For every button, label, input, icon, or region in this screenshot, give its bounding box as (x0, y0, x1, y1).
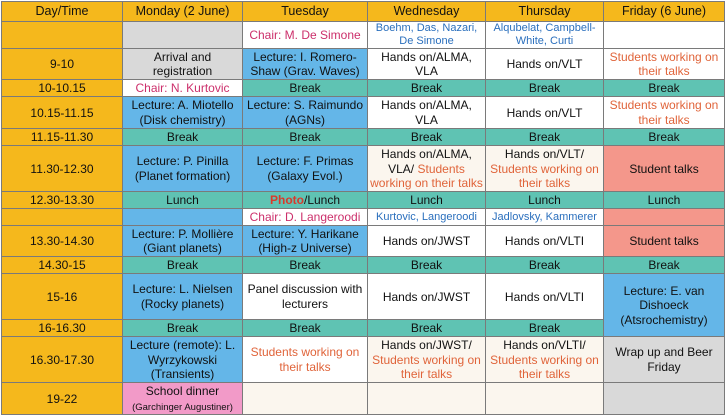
group-wednesday-afternoon: Kurtovic, Langeroodi (368, 209, 486, 226)
dinner-cell (123, 383, 243, 415)
time-cell: 16-16.30 (2, 320, 123, 337)
break-cell: Break (243, 80, 368, 97)
student-work-text: Students working on their talks (490, 352, 599, 382)
group-thursday-afternoon: Jadlovsky, Kammerer (486, 209, 604, 226)
student-talks-cell: Student talks (604, 226, 725, 257)
hands-on-text: Hands on/VLT/ (504, 147, 585, 162)
header-row (2, 2, 725, 22)
lecture-cell: Lecture: P. Mollière (Giant planets) (123, 226, 243, 257)
row-1115-1130 (2, 129, 725, 146)
time-cell: 16.30-17.30 (2, 337, 123, 383)
empty-cell (604, 383, 725, 415)
chair-row-morning (2, 22, 725, 49)
lunch-cell: Lunch (486, 192, 604, 209)
time-cell: 11.15-11.30 (2, 129, 123, 146)
break-cell: Break (368, 129, 486, 146)
hands-on-cell: Hands on/ALMA, VLA (368, 97, 486, 129)
break-cell: Break (486, 80, 604, 97)
hands-on-cell (486, 146, 604, 192)
hands-on-text: Hands on/VLTI/ (503, 338, 586, 353)
empty-cell (486, 383, 604, 415)
student-work-cell: Students working on their talks (604, 97, 725, 129)
row-9-10 (2, 49, 725, 80)
lunch-cell: Lunch (604, 192, 725, 209)
empty-cell (368, 383, 486, 415)
break-cell: Break (368, 320, 486, 337)
break-cell: Break (243, 320, 368, 337)
time-cell: 12.30-13.30 (2, 192, 123, 209)
lunch-label: /Lunch (303, 193, 341, 208)
group-wednesday-morning: Boehm, Das, Nazari, De Simone (368, 22, 486, 49)
empty-cell (604, 22, 725, 49)
break-cell: Break (604, 129, 725, 146)
time-cell: 9-10 (2, 49, 123, 80)
dinner-venue: (Garchinger Augustiner) (132, 401, 233, 413)
student-work-cell: Students working on their talks (604, 49, 725, 80)
break-cell: Break (243, 129, 368, 146)
photo-label: Photo (269, 193, 304, 208)
row-10-1015 (2, 80, 725, 97)
header-wednesday: Wednesday (368, 2, 486, 22)
break-cell: Break (123, 257, 243, 274)
panel-cell: Panel discussion with lecturers (243, 274, 368, 320)
row-19-22 (2, 383, 725, 415)
header-monday: Monday (2 June) (123, 2, 243, 22)
empty-cell (604, 209, 725, 226)
break-cell: Break (243, 257, 368, 274)
time-cell: 13.30-14.30 (2, 226, 123, 257)
time-cell: 10-10.15 (2, 80, 123, 97)
time-cell: 10.15-11.15 (2, 97, 123, 129)
break-cell: Break (368, 257, 486, 274)
row-1015-1115 (2, 97, 725, 129)
hands-on-cell: Hands on/VLTI (486, 226, 604, 257)
empty-cell (123, 209, 243, 226)
lecture-cell: Lecture: L. Nielsen (Rocky planets) (123, 274, 243, 320)
chair-tuesday-morning: Chair: M. De Simone (243, 22, 368, 49)
empty-cell (123, 22, 243, 49)
header-friday: Friday (6 June) (604, 2, 725, 22)
lecture-cell: Lecture: P. Pinilla (Planet formation) (123, 146, 243, 192)
lunch-cell (243, 192, 368, 209)
break-cell: Break (123, 320, 243, 337)
break-cell: Break (368, 80, 486, 97)
student-work-text: Students working on their talks (370, 161, 483, 191)
session-cell: Arrival and registration (123, 49, 243, 80)
time-cell: 11.30-12.30 (2, 146, 123, 192)
break-cell: Break (486, 257, 604, 274)
lecture-cell: Lecture: A. Miotello (Disk chemistry) (123, 97, 243, 129)
hands-on-cell: Hands on/JWST (368, 226, 486, 257)
hands-on-cell: Hands on/VLT (486, 97, 604, 129)
row-15-16 (2, 274, 725, 320)
chair-monday: Chair: N. Kurtovic (123, 80, 243, 97)
lecture-cell: Lecture (remote): L. Wyrzykowski (Transients) (123, 337, 243, 383)
row-1430-15 (2, 257, 725, 274)
student-talks-cell: Student talks (604, 146, 725, 192)
hands-on-cell (486, 337, 604, 383)
header-tuesday: Tuesday (243, 2, 368, 22)
empty-cell (243, 383, 368, 415)
header-thursday: Thursday (486, 2, 604, 22)
break-cell: Break (123, 129, 243, 146)
hands-on-text: Hands on/ALMA, VLA/ (381, 147, 472, 176)
hands-on-cell: Hands on/JWST (368, 274, 486, 320)
dinner-title: School dinner (145, 384, 220, 399)
chair-tuesday-afternoon: Chair: D. Langeroodi (243, 209, 368, 226)
time-cell-empty (2, 209, 123, 226)
lecture-cell: Lecture: Y. Harikane (High-z Universe) (243, 226, 368, 257)
hands-on-text: Hands on/JWST/ (381, 338, 472, 353)
row-1630-1730 (2, 337, 725, 383)
hands-on-cell: Hands on/VLT (486, 49, 604, 80)
hands-on-cell: Hands on/VLTI (486, 274, 604, 320)
schedule-table (1, 1, 725, 415)
group-thursday-morning: Alqubelat, Campbell-White, Curti (486, 22, 604, 49)
header-day-time: Day/Time (2, 2, 123, 22)
student-work-cell: Students working on their talks (243, 337, 368, 383)
lecture-cell: Lecture: F. Primas (Galaxy Evol.) (243, 146, 368, 192)
chair-row-afternoon (2, 209, 725, 226)
row-1130-1230 (2, 146, 725, 192)
time-cell-empty (2, 22, 123, 49)
row-1230-1330 (2, 192, 725, 209)
time-cell: 15-16 (2, 274, 123, 320)
hands-on-cell (368, 337, 486, 383)
hands-on-cell: Hands on/ALMA, VLA (368, 49, 486, 80)
wrap-up-cell: Wrap up and Beer Friday (604, 337, 725, 383)
student-work-text: Students working on their talks (490, 161, 599, 191)
break-cell: Break (486, 320, 604, 337)
hands-on-cell (368, 146, 486, 192)
lecture-cell: Lecture: S. Raimundo (AGNs) (243, 97, 368, 129)
break-cell: Break (486, 129, 604, 146)
lunch-cell: Lunch (368, 192, 486, 209)
lecture-cell: Lecture: E. van Dishoeck (Atsrochemistry) (604, 274, 725, 337)
student-work-text: Students working on their talks (372, 352, 481, 382)
break-cell: Break (604, 257, 725, 274)
lecture-cell: Lecture: I. Romero-Shaw (Grav. Waves) (243, 49, 368, 80)
row-1330-1430 (2, 226, 725, 257)
lunch-cell: Lunch (123, 192, 243, 209)
time-cell: 14.30-15 (2, 257, 123, 274)
break-cell: Break (604, 80, 725, 97)
time-cell: 19-22 (2, 383, 123, 415)
